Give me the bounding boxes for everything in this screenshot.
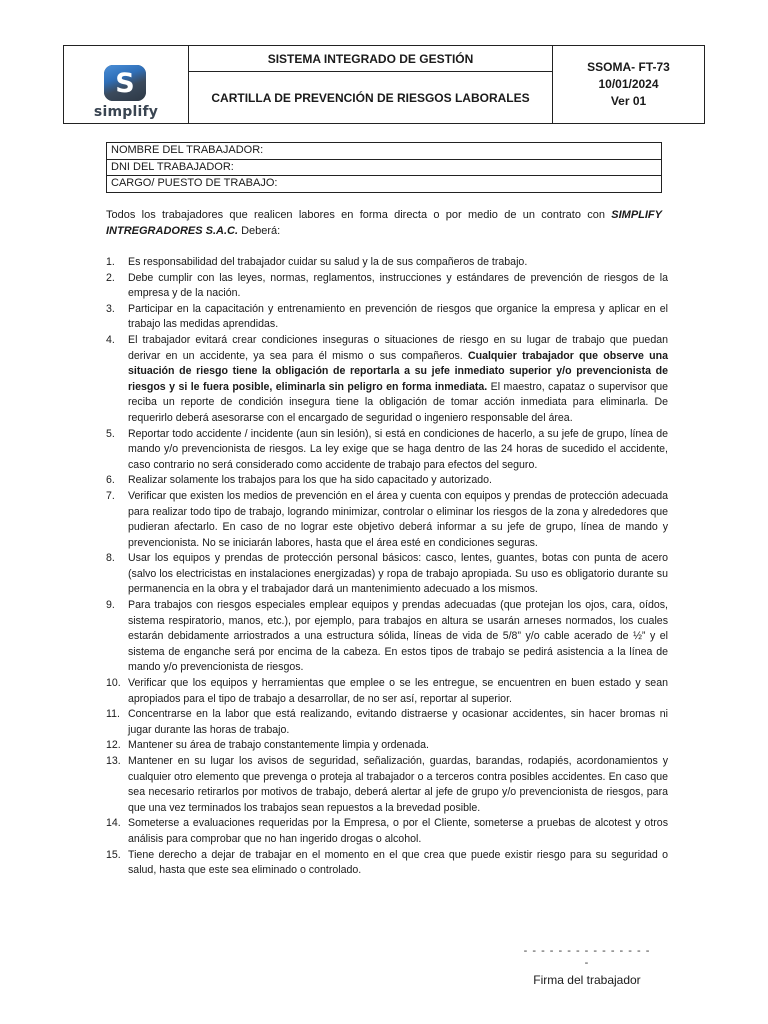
- simplify-logo-icon: [104, 65, 146, 101]
- document-version: Ver 01: [610, 94, 647, 108]
- list-item: 1. Es responsabilidad del trabajador cuidar su salud y la de sus compañeros de trabajo.: [106, 256, 528, 268]
- list-item: 8. Usar los equipos y prendas de protección personal básicos: casco, lentes, guantes, botas con punta de acero (salvo los electricistas en instalaciones energizadas) y ropa de trabajo apropiada. Su uso es obligatorio durante su permanencia en la obra y el trabajador dará un mantenimiento adecuado a los mismos.: [106, 552, 668, 596]
- list-item: 15. Tiene derecho a dejar de trabajar en el momento en el que crea que puede existir riesgo para su seguridad o salud, hasta que este sea eliminado o controlado.: [106, 848, 668, 877]
- logo-letter: S: [115, 67, 135, 99]
- list-item: 9. Para trabajos con riesgos especiales emplear equipos y prendas adecuadas (que protejan los ojos, cara, oídos, sistema respiratorio, manos, etc.), por ejemplo, para trabajos en altura se usarán arneses normados, los cuales estarán debidamente arriostrados a una estructura sólida, líneas de vida de 5/8” y/o cable acerado de ½” y el sistema de enganche será por encima de la cabeza. En estos tipos de trabajo se pedirá asistencia a la línea de mando y/o prevencionista de riesgos.: [106, 599, 668, 674]
- logo-cell: [64, 46, 189, 123]
- worker-info-table: [106, 142, 662, 193]
- company-name: SIMPLIFY INTREGRADORES S.A.C.: [106, 209, 662, 237]
- list-item: 5. Reportar todo accidente / incidente (aun sin lesión), si está en condiciones de hacerlo, a su jefe de grupo, línea de mando y/o prevencionista de riesgos. La ley exige que se haga dentro de las 24 horas de sucedido el accidente, caso contrario no será considerado como accidente de trabajo para efectos del seguro.: [106, 427, 668, 471]
- list-item: 12. Mantener su área de trabajo constantemente limpia y ordenada.: [106, 739, 429, 752]
- list-item: 11. Concentrarse en la labor que está realizando, evitando distraerse y ocasionar accidentes, sin hacer bromas ni jugar durante las horas de trabajo.: [106, 708, 668, 736]
- rule-4-bold: Cualquier trabajador que observe una situación de riesgo tiene la obligación de reportarla a su jefe inmediato superior y/o prevencionista de riesgos y si le fuera posible, eliminarla sin peligro en forma inmediata.: [128, 349, 668, 393]
- list-item: 10. Verificar que los equipos y herramientas que emplee o se les entregue, se encuentren en buen estado y sean apropiados para el tipo de trabajo a desarrollar, de no ser así, reportar al superior.: [106, 677, 668, 705]
- signature-line: - - - - - - - - - - - - - - - -: [523, 945, 651, 969]
- intro-paragraph: [106, 207, 662, 239]
- worker-dni-field[interactable]: DNI DEL TRABAJADOR:: [107, 160, 661, 177]
- document-code-cell: [553, 46, 704, 123]
- logo-wordmark: simplify: [93, 104, 159, 120]
- worker-position-field[interactable]: CARGO/ PUESTO DE TRABAJO:: [111, 177, 278, 189]
- signature-block: [522, 945, 652, 987]
- document-date: 10/01/2024: [598, 77, 659, 91]
- list-item: 3. Participar en la capacitación y entrenamiento en prevención de riesgos que organice la empresa y aplicar en el trabajo las medidas aprendidas.: [106, 302, 668, 331]
- document-header: [63, 45, 705, 124]
- intro-text: Todos los trabajadores que realicen labores en forma directa o por medio de un contrato con: [106, 209, 612, 221]
- intro-text-end: Deberá:: [238, 225, 281, 237]
- system-title: SISTEMA INTEGRADO DE GESTIÓN: [189, 46, 552, 72]
- document-title: CARTILLA DE PREVENCIÓN DE RIESGOS LABORALES: [211, 90, 530, 105]
- list-item: 2. Debe cumplir con las leyes, normas, reglamentos, instrucciones y estándares de prevención de riesgos de la empresa y de la nación.: [106, 271, 668, 300]
- document-code: SSOMA- FT-73: [587, 60, 670, 74]
- title-cell: [189, 46, 553, 123]
- list-item: 6. Realizar solamente los trabajos para los que ha sido capacitado y autorizado.: [106, 474, 492, 487]
- list-item: 13. Mantener en su lugar los avisos de seguridad, señalización, guardas, barandas, rodapiés, acordonamientos y cualquier otro elemento que prevenga o proteja al trabajador o a terceros contra posibles accidentes. En caso que sea necesario retirarlos por motivos de trabajo, deberá alertar al jefe de grupo y/o prevencionista de riesgos, para que una vez terminados los trabajos sean repuestos a la brevedad posible.: [106, 755, 668, 814]
- worker-name-field[interactable]: NOMBRE DEL TRABAJADOR:: [107, 143, 661, 160]
- list-item: 4. El trabajador evitará crear condiciones inseguras o situaciones de riesgo en su lugar de trabajo que puedan derivar en un accidente, ya sea para él mismo o sus compañeros. Cualquier trabajador que observe una situación de riesgo tiene la obligación de reportarla a su jefe inmediato superior y/o prevencionista de riesgos y si le fuera posible, eliminarla sin peligro en forma inmediata. El maestro, capataz o supervisor que reciba un reporte de condición insegura tiene la obligación de tomar acción inmediata para eliminarla. De requerirlo deberá asesorarse con el encargado de seguridad o ingeniero responsable del área.: [106, 333, 669, 424]
- signature-label: Firma del trabajador: [533, 973, 641, 987]
- rules-list: [106, 255, 668, 879]
- list-item: 14. Someterse a evaluaciones requeridas por la Empresa, o por el Cliente, someterse a pruebas de alcotest y otros análisis para comprobar que no han ingerido drogas o alcohol.: [106, 817, 668, 845]
- list-item: 7. Verificar que existen los medios de prevención en el área y cuenta con equipos y prendas de protección adecuada para realizar todo tipo de trabajo, logrando minimizar, controlar o eliminar los riesgos de la zona y alrededores que pudieran afectarlo. En caso de no lograr este objetivo deberá informar a su jefe de grupo, línea de mando y prevencionista. No se iniciarán labores, hasta que el área esté en condiciones seguras.: [106, 489, 668, 549]
